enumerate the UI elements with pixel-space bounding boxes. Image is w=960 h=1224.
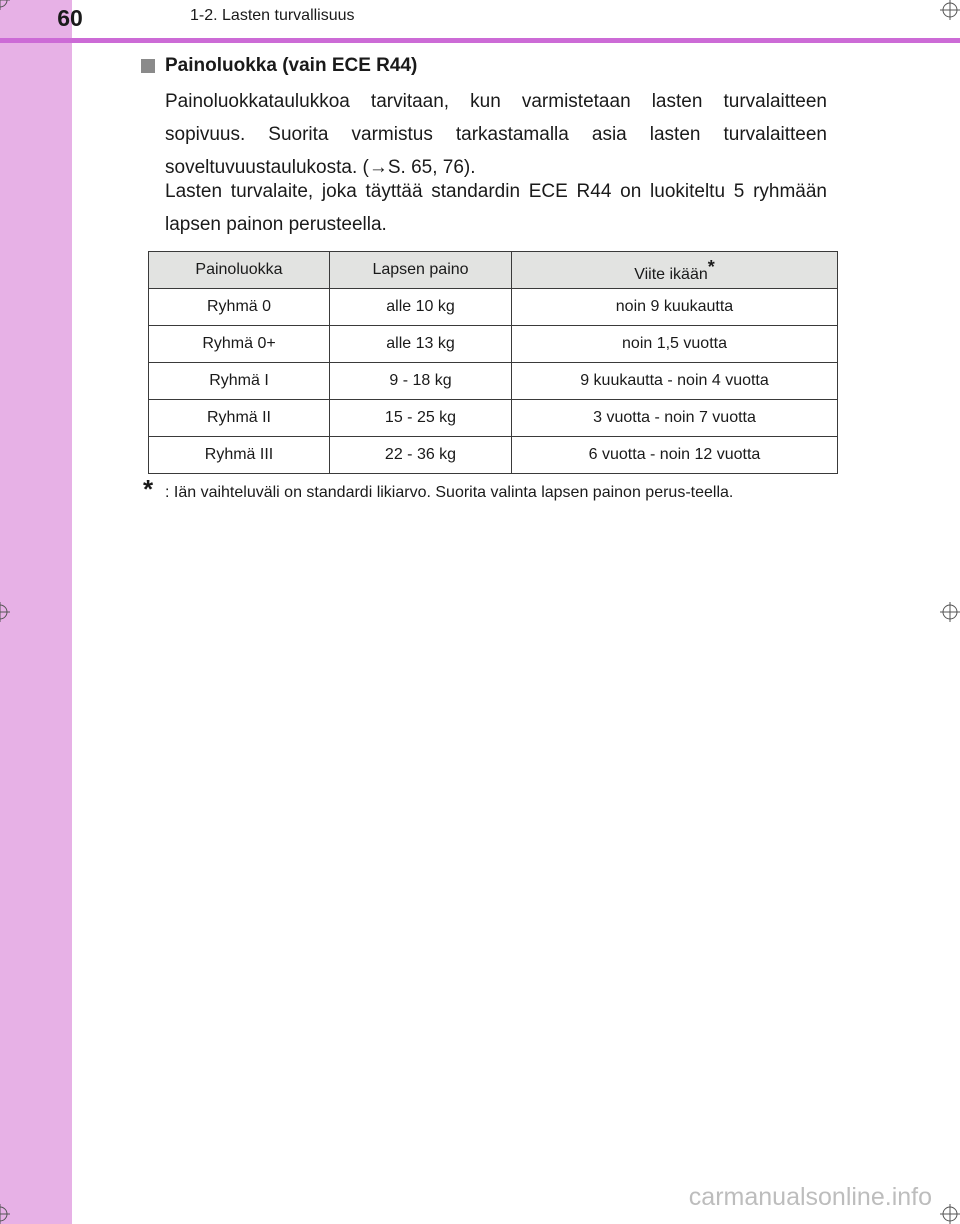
- cell-group: Ryhmä 0+: [149, 326, 330, 363]
- table-row: [149, 363, 838, 400]
- paragraph-intro: Painoluokkataulukkoa tarvitaan, kun varmistetaan lasten turvalaitteen sopivuus. Suorita varmistus tarkastamalla asia lasten turvalaitteen soveltuvuustaulukosta. (→S. 65, 76).: [165, 91, 827, 178]
- table-header-row: [149, 252, 838, 289]
- cell-age: 3 vuotta - noin 7 vuotta: [512, 400, 838, 437]
- header-child-weight: Lapsen paino: [330, 252, 512, 289]
- cell-age: noin 1,5 vuotta: [512, 326, 838, 363]
- cell-group: Ryhmä II: [149, 400, 330, 437]
- header-weight-class: Painoluokka: [149, 252, 330, 289]
- square-bullet-icon: [141, 59, 155, 73]
- cell-weight: 22 - 36 kg: [330, 437, 512, 474]
- paragraph-groups: Lasten turvalaite, joka täyttää standardin ECE R44 on luokiteltu 5 ryhmään lapsen painon perusteella.: [165, 181, 827, 235]
- table-row: [149, 289, 838, 326]
- section-heading: Painoluokka (vain ECE R44): [165, 55, 418, 76]
- header-age-reference-label: Viite ikään: [634, 265, 708, 283]
- footnote-text: : Iän vaihteluväli on standardi likiarvo. Suorita valinta lapsen painon perus-teella.: [165, 484, 734, 501]
- registration-mark-icon: [0, 602, 10, 622]
- footnote-star: *: [143, 474, 154, 504]
- cell-weight: 9 - 18 kg: [330, 363, 512, 400]
- header-rule: [0, 38, 960, 43]
- table-row: [149, 437, 838, 474]
- cell-group: Ryhmä 0: [149, 289, 330, 326]
- registration-mark-icon: [940, 602, 960, 622]
- cell-weight: 15 - 25 kg: [330, 400, 512, 437]
- cell-weight: alle 13 kg: [330, 326, 512, 363]
- weight-class-table: [148, 251, 838, 474]
- cell-weight: alle 10 kg: [330, 289, 512, 326]
- side-band: [0, 0, 72, 1224]
- section-header: 1-2. Lasten turvallisuus: [190, 7, 355, 24]
- heading-row: [141, 55, 417, 77]
- registration-mark-icon: [940, 0, 960, 20]
- footnote: [143, 474, 827, 506]
- cell-age: noin 9 kuukautta: [512, 289, 838, 326]
- header-age-reference: [512, 252, 838, 289]
- cell-group: Ryhmä I: [149, 363, 330, 400]
- registration-mark-icon: [940, 1204, 960, 1224]
- page-number: 60: [57, 5, 83, 31]
- table-row: [149, 400, 838, 437]
- registration-mark-icon: [0, 0, 10, 10]
- cell-group: Ryhmä III: [149, 437, 330, 474]
- cell-age: 9 kuukautta - noin 4 vuotta: [512, 363, 838, 400]
- table-row: [149, 326, 838, 363]
- cell-age: 6 vuotta - noin 12 vuotta: [512, 437, 838, 474]
- registration-mark-icon: [0, 1204, 10, 1224]
- watermark: carmanualsonline.info: [688, 1183, 932, 1211]
- footnote-marker: *: [707, 256, 715, 277]
